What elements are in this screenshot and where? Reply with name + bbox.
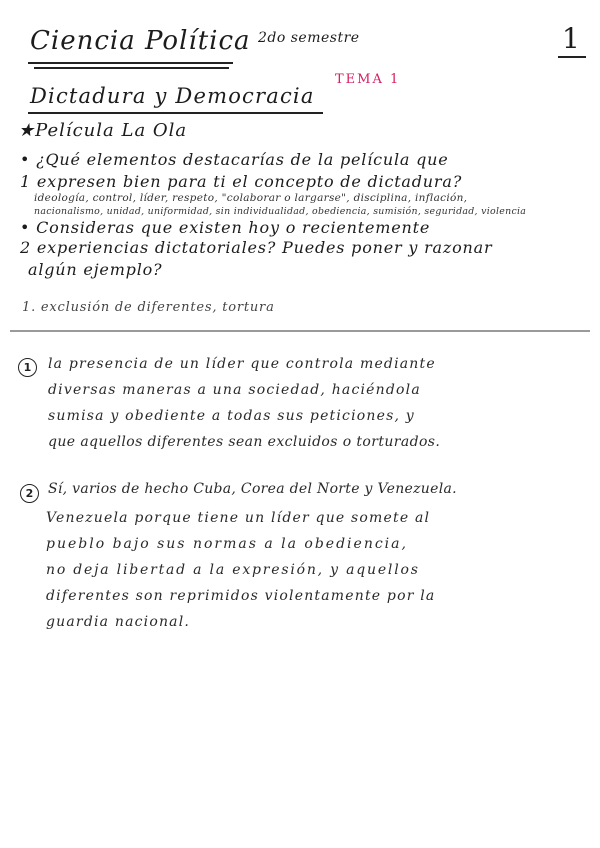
answer-2-line-6: guardia nacional. [46,614,191,630]
question-2-line-3: algún ejemplo? [28,260,163,279]
question-1-notes-1: ideología, control, líder, respeto, "colaborar o largarse", disciplina, inflación, [34,192,468,204]
title-underline-2 [34,67,229,69]
answer-2-line-4: no deja libertad a la expresión, y aquellos [46,562,420,578]
question-2-line-2: 2 experiencias dictatoriales? Puedes poner y razonar [20,238,493,257]
answer-2-line-5: diferentes son reprimidos violentamente por la [46,588,436,604]
page-number-underline [558,56,586,58]
question-1-notes-2: nacionalismo, unidad, uniformidad, sin individualidad, obediencia, sumisión, seguridad, violencia [34,206,527,217]
answer-2-number: 2 [20,484,39,503]
question-1-line-1: • ¿Qué elementos destacarías de la película que [20,150,449,169]
section-divider [10,330,590,332]
exclusion-note: 1. exclusión de diferentes, tortura [22,300,275,315]
answer-1-number: 1 [18,358,37,377]
topic-tag: TEMA 1 [335,72,401,87]
title-underline [28,62,233,64]
answer-1-line-1: la presencia de un líder que controla mediante [48,356,436,372]
question-2-line-1: • Consideras que existen hoy o recientemente [20,218,431,237]
answer-2-line-2: Venezuela porque tiene un líder que somete al [46,510,431,526]
page-title: Ciencia Política [30,26,251,56]
answer-1-line-2: diversas maneras a una sociedad, haciéndola [48,382,421,398]
semester-label: 2do semestre [258,30,360,46]
film-heading: ★Película La Ola [18,120,188,141]
answer-1-line-3: sumisa y obediente a todas sus peticiones, y [48,408,415,424]
topic-title: Dictadura y Democracia [30,84,315,108]
page-number: 1 [562,22,581,55]
answer-2-line-1: Sí, varios de hecho Cuba, Corea del Norte y Venezuela. [48,481,457,497]
topic-underline [28,112,323,114]
answer-2-line-3: pueblo bajo sus normas a la obediencia, [46,536,408,552]
answer-1-line-4: que aquellos diferentes sean excluidos o torturados. [48,434,441,450]
question-1-line-2: 1 expresen bien para ti el concepto de dictadura? [20,172,463,191]
